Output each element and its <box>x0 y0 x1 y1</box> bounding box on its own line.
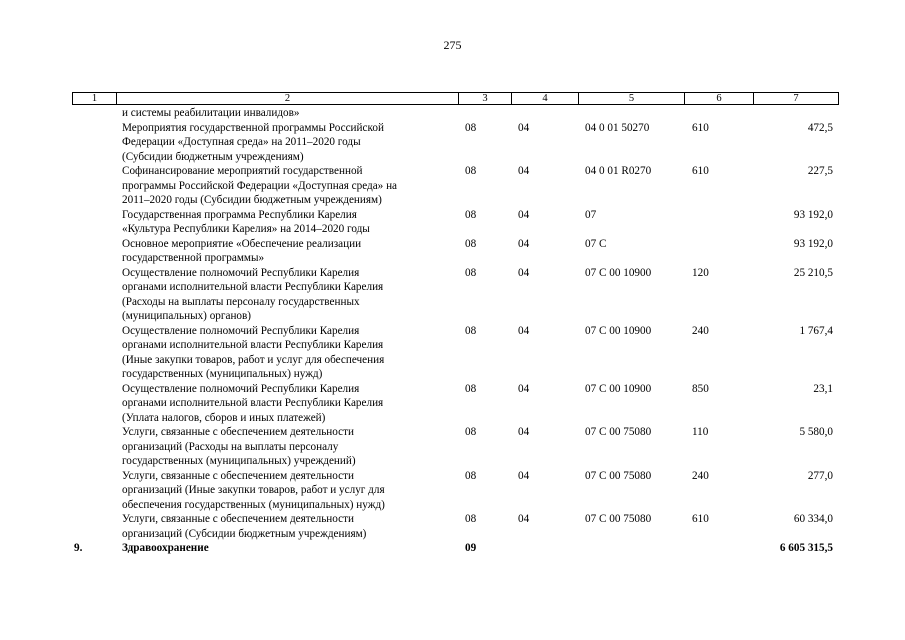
row-target-code: 07 С 00 10900 <box>585 382 652 395</box>
table-row <box>0 425 905 469</box>
row-expense-type: 610 <box>692 121 709 134</box>
page-number: 275 <box>443 38 462 52</box>
row-amount: 277,0 <box>807 469 833 482</box>
row-subsection: 04 <box>518 469 530 482</box>
row-name: Государственная программа Республики Карелия «Культура Республики Карелия» на 2014–2020 годы <box>122 208 370 235</box>
row-amount: 1 767,4 <box>799 324 833 337</box>
row-name: Услуги, связанные с обеспечением деятельности организаций (Расходы на выплаты персоналу государственных (муниципальных) учреждений) <box>122 426 356 467</box>
row-name: Услуги, связанные с обеспечением деятельности организаций (Субсидии бюджетным учреждениям) <box>122 513 367 540</box>
row-target-code: 07 <box>585 208 597 221</box>
row-name: Услуги, связанные с обеспечением деятельности организаций (Иные закупки товаров, работ и услуг для обеспечения государственных (муниципальных) нужд) <box>122 469 385 511</box>
row-section: 08 <box>465 382 477 395</box>
table-row <box>0 324 905 382</box>
row-expense-type: 610 <box>692 165 709 177</box>
row-name: Осуществление полномочий Республики Карелия органами исполнительной власти Республики Карелия (Расходы на выплаты персоналу государственных (муниципальных) органов) <box>122 266 384 322</box>
row-section: 08 <box>465 324 477 337</box>
row-amount: 23,1 <box>813 382 833 395</box>
row-subsection: 04 <box>518 266 530 279</box>
column-header: 1 <box>73 93 117 105</box>
row-amount: 93 192,0 <box>793 208 833 221</box>
row-expense-type: 240 <box>692 469 709 482</box>
row-expense-type: 850 <box>692 382 709 395</box>
row-name: Осуществление полномочий Республики Карелия органами исполнительной власти Республики Карелия (Иные закупки товаров, работ и услуг для обеспечения государственных (муниципальных) нужд) <box>122 324 385 380</box>
column-header: 2 <box>117 93 459 105</box>
row-number: 9. <box>74 542 83 554</box>
column-header: 3 <box>459 93 512 105</box>
table-row <box>0 382 905 426</box>
row-subsection: 04 <box>518 324 530 337</box>
row-amount: 227,5 <box>807 165 833 177</box>
column-header: 4 <box>512 93 579 105</box>
row-amount: 6 605 315,5 <box>779 542 833 554</box>
row-section: 08 <box>465 426 477 438</box>
row-target-code: 07 С 00 75080 <box>585 469 652 482</box>
row-subsection: 04 <box>518 208 530 221</box>
row-target-code: 07 С 00 10900 <box>585 324 652 337</box>
row-name: Здравоохранение <box>122 542 209 554</box>
row-section: 08 <box>465 208 477 221</box>
row-expense-type: 610 <box>692 513 709 525</box>
row-name: Мероприятия государственной программы Российской Федерации «Доступная среда» на 2011–2020 годы (Субсидии бюджетным учреждениям) <box>122 121 384 163</box>
row-name: Софинансирование мероприятий государственной программы Российской Федерации «Доступная среда» на 2011–2020 годы (Субсидии бюджетным учреждениям) <box>122 165 398 206</box>
table-row <box>0 121 905 165</box>
table-row <box>0 469 905 513</box>
column-header-table <box>72 92 839 105</box>
row-target-code: 07 С <box>585 237 607 250</box>
row-subsection: 04 <box>518 237 530 250</box>
table-row <box>0 106 905 121</box>
row-subsection: 04 <box>518 382 530 395</box>
row-section: 08 <box>465 121 477 134</box>
row-subsection: 04 <box>518 426 530 438</box>
row-target-code: 04 0 01 R0270 <box>585 165 652 177</box>
row-subsection: 04 <box>518 165 530 177</box>
row-subsection: 04 <box>518 121 530 134</box>
row-expense-type: 110 <box>692 426 709 438</box>
budget-table-body <box>0 106 905 556</box>
row-section: 08 <box>465 165 477 177</box>
table-row <box>0 266 905 324</box>
row-target-code: 07 С 00 10900 <box>585 266 652 279</box>
row-section: 09 <box>465 542 477 554</box>
row-target-code: 07 С 00 75080 <box>585 513 652 525</box>
row-name: Основное мероприятие «Обеспечение реализации государственной программы» <box>122 237 362 264</box>
column-header: 7 <box>754 93 839 105</box>
table-row <box>0 164 905 208</box>
row-section: 08 <box>465 266 477 279</box>
row-amount: 93 192,0 <box>793 237 833 250</box>
row-section: 08 <box>465 513 477 525</box>
table-row <box>0 512 905 541</box>
row-amount: 60 334,0 <box>793 513 833 525</box>
table-row <box>0 237 905 266</box>
column-header: 5 <box>579 93 685 105</box>
row-section: 08 <box>465 469 477 482</box>
table-row <box>0 541 905 556</box>
row-amount: 25 210,5 <box>793 266 833 279</box>
column-header-row <box>73 93 839 105</box>
row-amount: 472,5 <box>807 121 833 134</box>
column-header: 6 <box>685 93 754 105</box>
row-expense-type: 120 <box>692 266 709 279</box>
row-section: 08 <box>465 237 477 250</box>
row-subsection: 04 <box>518 513 530 525</box>
row-expense-type: 240 <box>692 324 709 337</box>
row-name: Осуществление полномочий Республики Карелия органами исполнительной власти Республики Карелия (Уплата налогов, сборов и иных платежей) <box>122 382 384 424</box>
row-target-code: 07 С 00 75080 <box>585 426 652 438</box>
table-row <box>0 208 905 237</box>
row-target-code: 04 0 01 50270 <box>585 121 650 134</box>
row-amount: 5 580,0 <box>799 426 833 438</box>
row-name: и системы реабилитации инвалидов» <box>122 107 300 119</box>
